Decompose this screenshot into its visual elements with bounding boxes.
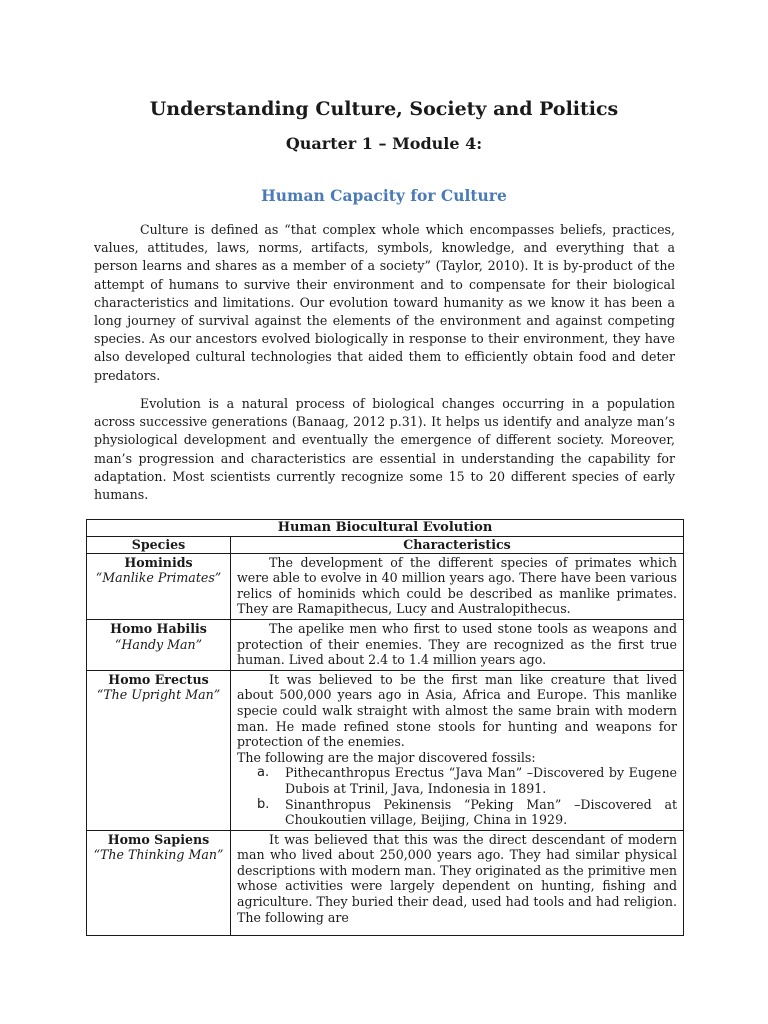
paragraph-evolution: Evolution is a natural process of biological changes occurring in a population across successive generations (Banaag, 2012 p.31). It helps us identify and analyze man’s physiological development and eventually the emergence of different society. Moreover, man’s progression and characteristics are essential in understanding the capability for adaptation. Most scientists currently recognize some 15 to 20 different species of early humans. xyxy=(94,396,675,503)
species-nickname: “Handy Man” xyxy=(114,636,203,652)
table-row xyxy=(87,619,684,670)
characteristics-cell xyxy=(231,553,684,619)
species-nickname: “The Thinking Man” xyxy=(93,847,224,863)
characteristics-text: It was believed to be the first man like creature that lived about 500,000 years ago in Asia, Africa and Europe. This manlike specie could walk straight with almost the same brain with modern man. He made refined stone stools for hunting and weapons for protection of the enemies. xyxy=(237,671,678,750)
list-marker: b. xyxy=(257,796,270,812)
species-name: Homo Sapiens xyxy=(107,831,210,847)
species-nickname: “The Upright Man” xyxy=(96,687,221,703)
species-name: Hominids xyxy=(124,554,193,570)
table-row xyxy=(87,553,684,619)
list-item xyxy=(257,797,677,828)
document-title: Understanding Culture, Society and Politics xyxy=(149,98,619,120)
species-cell xyxy=(87,670,231,830)
table-row xyxy=(87,670,684,830)
characteristics-cell xyxy=(231,619,684,670)
characteristics-cell xyxy=(231,830,684,935)
species-nickname: “Manlike Primates” xyxy=(95,570,222,586)
species-cell xyxy=(87,619,231,670)
table-row xyxy=(87,830,684,935)
evolution-table xyxy=(86,519,684,936)
fossil-text: Pithecanthropus Erectus “Java Man” –Discovered by Eugene Dubois at Trinil, Java, Indonesia in 1891. xyxy=(285,765,678,796)
species-cell xyxy=(87,553,231,619)
characteristics-text: It was believed that this was the direct descendant of modern man who lived about 250,000 years ago. They had similar physical descriptions with modern man. They originated as the primitive men whose activities were largely dependent on hunting, fishing and agriculture. They buried their dead, used had tools and had religion. The following are xyxy=(237,831,678,925)
species-name: Homo Habilis xyxy=(110,620,207,636)
column-header-characteristics: Characteristics xyxy=(231,537,684,554)
characteristics-cell xyxy=(231,670,684,830)
characteristics-text: The development of the different species of primates which were able to evolve in 40 million years ago. There have been various relics of hominids which could be described as manlike primates. They are Ramapithecus, Lucy and Australopithecus. xyxy=(237,554,678,617)
list-marker: a. xyxy=(257,765,270,781)
species-cell xyxy=(87,830,231,935)
paragraph-culture-definition: Culture is defined as “that complex whole which encompasses beliefs, practices, values, attitudes, laws, norms, artifacts, symbols, knowledge, and everything that a person learns and shares as a member of a society” (Taylor, 2010). It is by-product of the attempt of humans to survive their environment and to compensate for their biological characteristics and limitations. Our evolution toward humanity as we know it has been a long journey of survival against the elements of the environment and against competing species. As our ancestors evolved biologically in response to their environment, they have also developed cultural technologies that aided them to efficiently obtain food and deter predators. xyxy=(94,222,675,383)
section-heading: Human Capacity for Culture xyxy=(261,186,507,205)
module-subtitle: Quarter 1 – Module 4: xyxy=(285,134,483,153)
list-item xyxy=(257,765,677,796)
table-caption: Human Biocultural Evolution xyxy=(87,520,684,537)
characteristics-text: The apelike men who first to used stone tools as weapons and protection of their enemies. They are recognized as the first true human. Lived about 2.4 to 1.4 million years ago. xyxy=(237,620,678,668)
fossil-list-intro: The following are the major discovered fossils: xyxy=(237,749,536,765)
species-name: Homo Erectus xyxy=(108,671,209,687)
column-header-species: Species xyxy=(87,537,231,554)
fossil-text: Sinanthropus Pekinensis “Peking Man” –Discovered at Choukoutien village, Beijing, China in 1929. xyxy=(285,796,678,828)
